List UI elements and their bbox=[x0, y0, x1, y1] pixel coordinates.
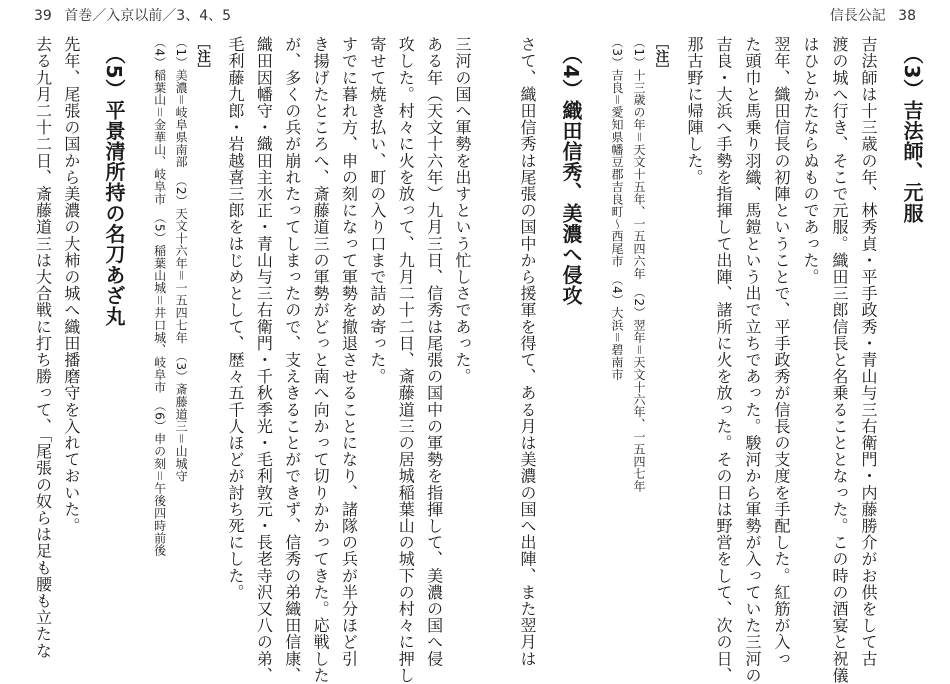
text-line: 吉法師は十三歳の年、林秀貞・平手政秀・青山与三右衛門・内藤勝介がお供をして古 bbox=[859, 36, 878, 667]
text-line: た頭巾と馬乗り羽織、馬鎧という出で立ちであった。駿河から軍勢が入っていた三河の bbox=[743, 36, 762, 684]
text-line: 翌年、織田信長の初陣ということで、平手政秀が信長の支度を手配した。紅筋が入っ bbox=[772, 36, 791, 667]
text-line: 三河の国へ軍勢を出すという忙しさであった。 bbox=[453, 36, 472, 385]
section-heading: （5）平景清所持の名刀あざ丸 bbox=[102, 44, 127, 327]
right-page-number: 38 bbox=[898, 8, 916, 24]
note-line: （1）十三歳の年＝天文十五年、一五四六年 （2）翌年＝天文十六年、一五四七年 bbox=[632, 36, 646, 493]
note-line: （1）美濃＝岐阜県南部 （2）天文十六年＝一五四七年 （3）斎藤道三＝山城守 bbox=[174, 36, 189, 483]
left-page bbox=[22, 36, 472, 684]
section-heading: （4）織田信秀、美濃へ侵攻 bbox=[559, 44, 583, 306]
text-line: 那古野に帰陣した。 bbox=[685, 36, 704, 186]
text-line: 先年、尾張の国から美濃の大柿の城へ織田播磨守を入れておいた。 bbox=[61, 36, 81, 534]
text-line: 吉良・大浜へ手勢を指揮して出陣、諸所に火を放った。その日は野営をして、次の日、 bbox=[714, 36, 733, 684]
text-line: が、多くの兵が崩れたってしまったので、支えきることができず、信秀の弟織田信康、 bbox=[282, 36, 302, 684]
text-line: 攻した。村々に火を放って、九月二十二日、斎藤道三の居城稲葉山の城下の村々に押し bbox=[396, 36, 416, 684]
right-running-title: 信長公記 bbox=[829, 8, 886, 24]
text-line: ある年（天文十六年）九月三日、信秀は尾張の国中の軍勢を指揮して、美濃の国へ侵 bbox=[424, 36, 444, 667]
notes-label: ［注］ bbox=[194, 36, 210, 77]
text-line: すでに暮れ方、申の刻になって軍勢を撤退させることになり、諸隊の兵が半分ほど引 bbox=[339, 36, 359, 667]
left-running-head bbox=[26, 4, 231, 28]
text-line: 毛利藤九郎・岩越喜三郎をはじめとして、歴々五千人ほどが討ち死にした。 bbox=[226, 36, 245, 601]
left-page-number: 39 bbox=[34, 8, 52, 24]
text-line: さて、織田信秀は尾張の国中から援軍を得て、ある月は美濃の国へ出陣、また翌月は bbox=[518, 36, 537, 667]
right-running-head bbox=[830, 4, 924, 28]
section-heading: （3）吉法師、元服 bbox=[900, 44, 924, 224]
text-line: はひとかたならぬものであった。 bbox=[801, 36, 820, 285]
right-page bbox=[488, 36, 928, 684]
text-line: き揚げたところへ、斎藤道三の軍勢がどっと南へ向かって切りかかってきた。応戦した bbox=[311, 36, 331, 684]
notes-label: ［注］ bbox=[653, 36, 668, 77]
note-line: （3）吉良＝愛知県幡豆郡吉良町〜西尾市 （4）大浜＝碧南市 bbox=[610, 36, 624, 381]
text-line: 渡の城へ行き、そこで元服。織田三郎信長と名乗ることとなった。この時の酒宴と祝儀 bbox=[830, 36, 849, 684]
left-running-title: 首巻／入京以前／3、4、5 bbox=[64, 8, 232, 24]
text-line: 寄せて焼き払い、町の入り口まで詰め寄った。 bbox=[367, 36, 387, 385]
text-line: 去る九月二十二日、斎藤道三は大合戦に打ち勝って、「尾張の奴らは足も腰も立たな bbox=[33, 36, 53, 659]
note-line: （4）稲葉山＝金華山、岐阜市 （5）稲葉山城＝井口城、岐阜市 （6）申の刻＝午後四時前後 bbox=[152, 36, 167, 557]
text-line: 織田因幡守・織田主水正・青山与三右衛門・千秋季光・毛利敦元・長老寺沢又八の弟、 bbox=[254, 36, 274, 684]
